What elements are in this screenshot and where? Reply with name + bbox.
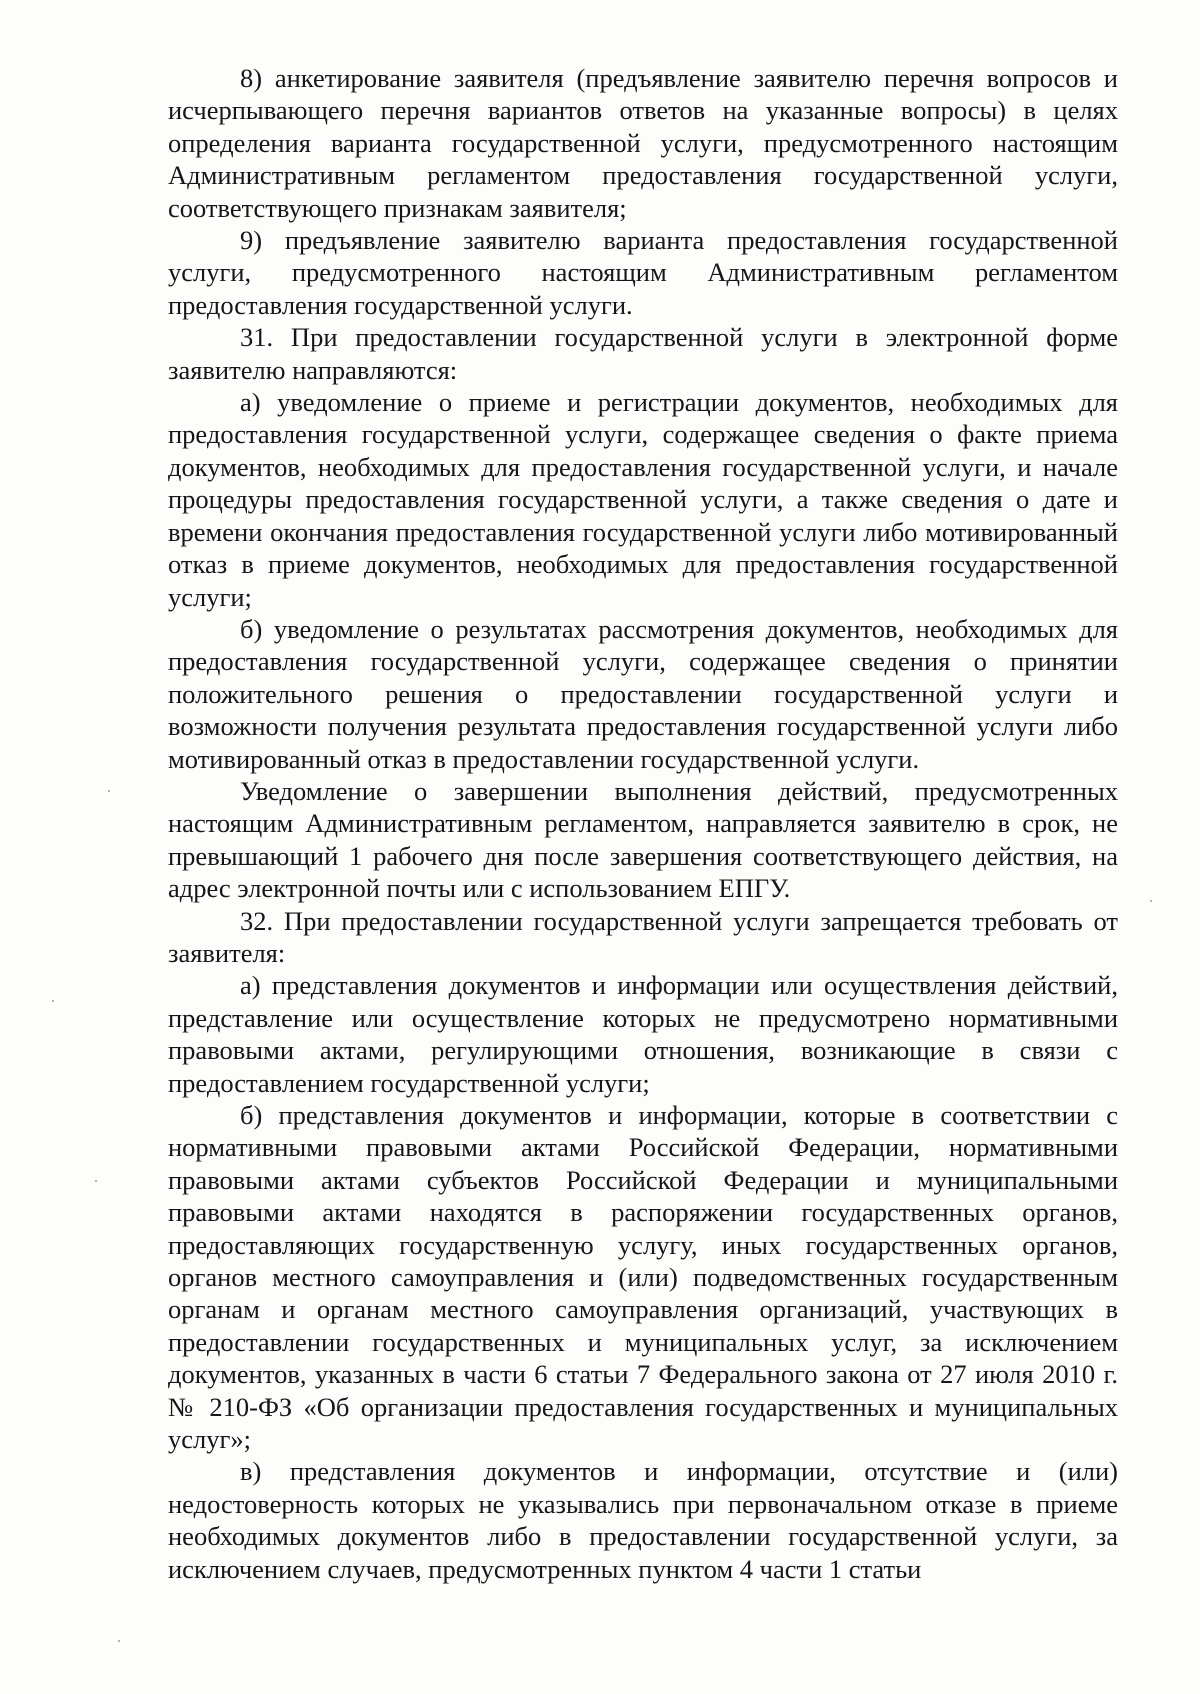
paragraph-clause-31-b: б) уведомление о результатах рассмотрения документов, необходимых для предоставления государственной услуги, содержащее сведения о принятии положительного решения о предоставлении государственной услуги и возможности получения результата предоставления государственной услуги либо мотивированный отказ в предоставлении государственной услуги. [168,613,1118,774]
scan-speck [118,1640,120,1642]
document-page [168,62,1118,1585]
paragraph-clause-31: 31. При предоставлении государственной услуги в электронной форме заявителю направляются: [168,322,1118,385]
paragraph-notification: Уведомление о завершении выполнения действий, предусмотренных настоящим Административным регламентом, направляется заявителю в срок, не превышающий 1 рабочего дня после завершения соответствующего действия, на адрес электронной почты или с использованием ЕПГУ. [168,775,1118,904]
paragraph-clause-31-a: а) уведомление о приеме и регистрации документов, необходимых для предоставления государственной услуги, содержащее сведения о факте приема документов, необходимых для предоставления государственной услуги, и начале процедуры предоставления государственной услуги, а также сведения о дате и времени окончания предоставления государственной услуги либо мотивированный отказ в приеме документов, необходимых для предоставления государственной услуги; [168,387,1118,612]
scan-speck [108,790,110,792]
paragraph-clause-32: 32. При предоставлении государственной услуги запрещается требовать от заявителя: [168,905,1118,968]
paragraph-item-9: 9) предъявление заявителю варианта предоставления государственной услуги, предусмотренного настоящим Административным регламентом предоставления государственной услуги. [168,225,1118,320]
paragraph-item-8: 8) анкетирование заявителя (предъявление заявителю перечня вопросов и исчерпывающего перечня вариантов ответов на указанные вопросы) в целях определения варианта государственной услуги, предусмотренного настоящим Административным регламентом предоставления государственной услуги, соответствующего признакам заявителя; [168,63,1118,223]
paragraph-clause-32-a: а) представления документов и информации или осуществления действий, представление или осуществление которых не предусмотрено нормативными правовыми актами, регулирующими отношения, возникающие в связи с предоставлением государственной услуги; [168,970,1118,1098]
paragraph-clause-32-v: в) представления документов и информации, отсутствие и (или) недостоверность которых не указывались при первоначальном отказе в приеме необходимых документов либо в предоставлении государственной услуги, за исключением случаев, предусмотренных пунктом 4 части 1 статьи [168,1456,1118,1584]
paragraph-clause-32-b: б) представления документов и информации, которые в соответствии с нормативными правовыми актами Российской Федерации, нормативными правовыми актами субъектов Российской Федерации и муниципальными правовыми актами находятся в распоряжении государственных органов, предоставляющих государственную услугу, иных государственных органов, органов местного самоуправления и (или) подведомственных государственным органам и органам местного самоуправления организаций, участвующих в предоставлении государственных и муниципальных услуг, за исключением документов, указанных в части 6 статьи 7 Федерального закона от 27 июля 2010 г. № 210-ФЗ «Об организации предоставления государственных и муниципальных услуг»; [168,1100,1118,1455]
scan-speck [52,1000,54,1002]
scan-speck [95,1180,97,1182]
scan-speck [1150,900,1152,902]
